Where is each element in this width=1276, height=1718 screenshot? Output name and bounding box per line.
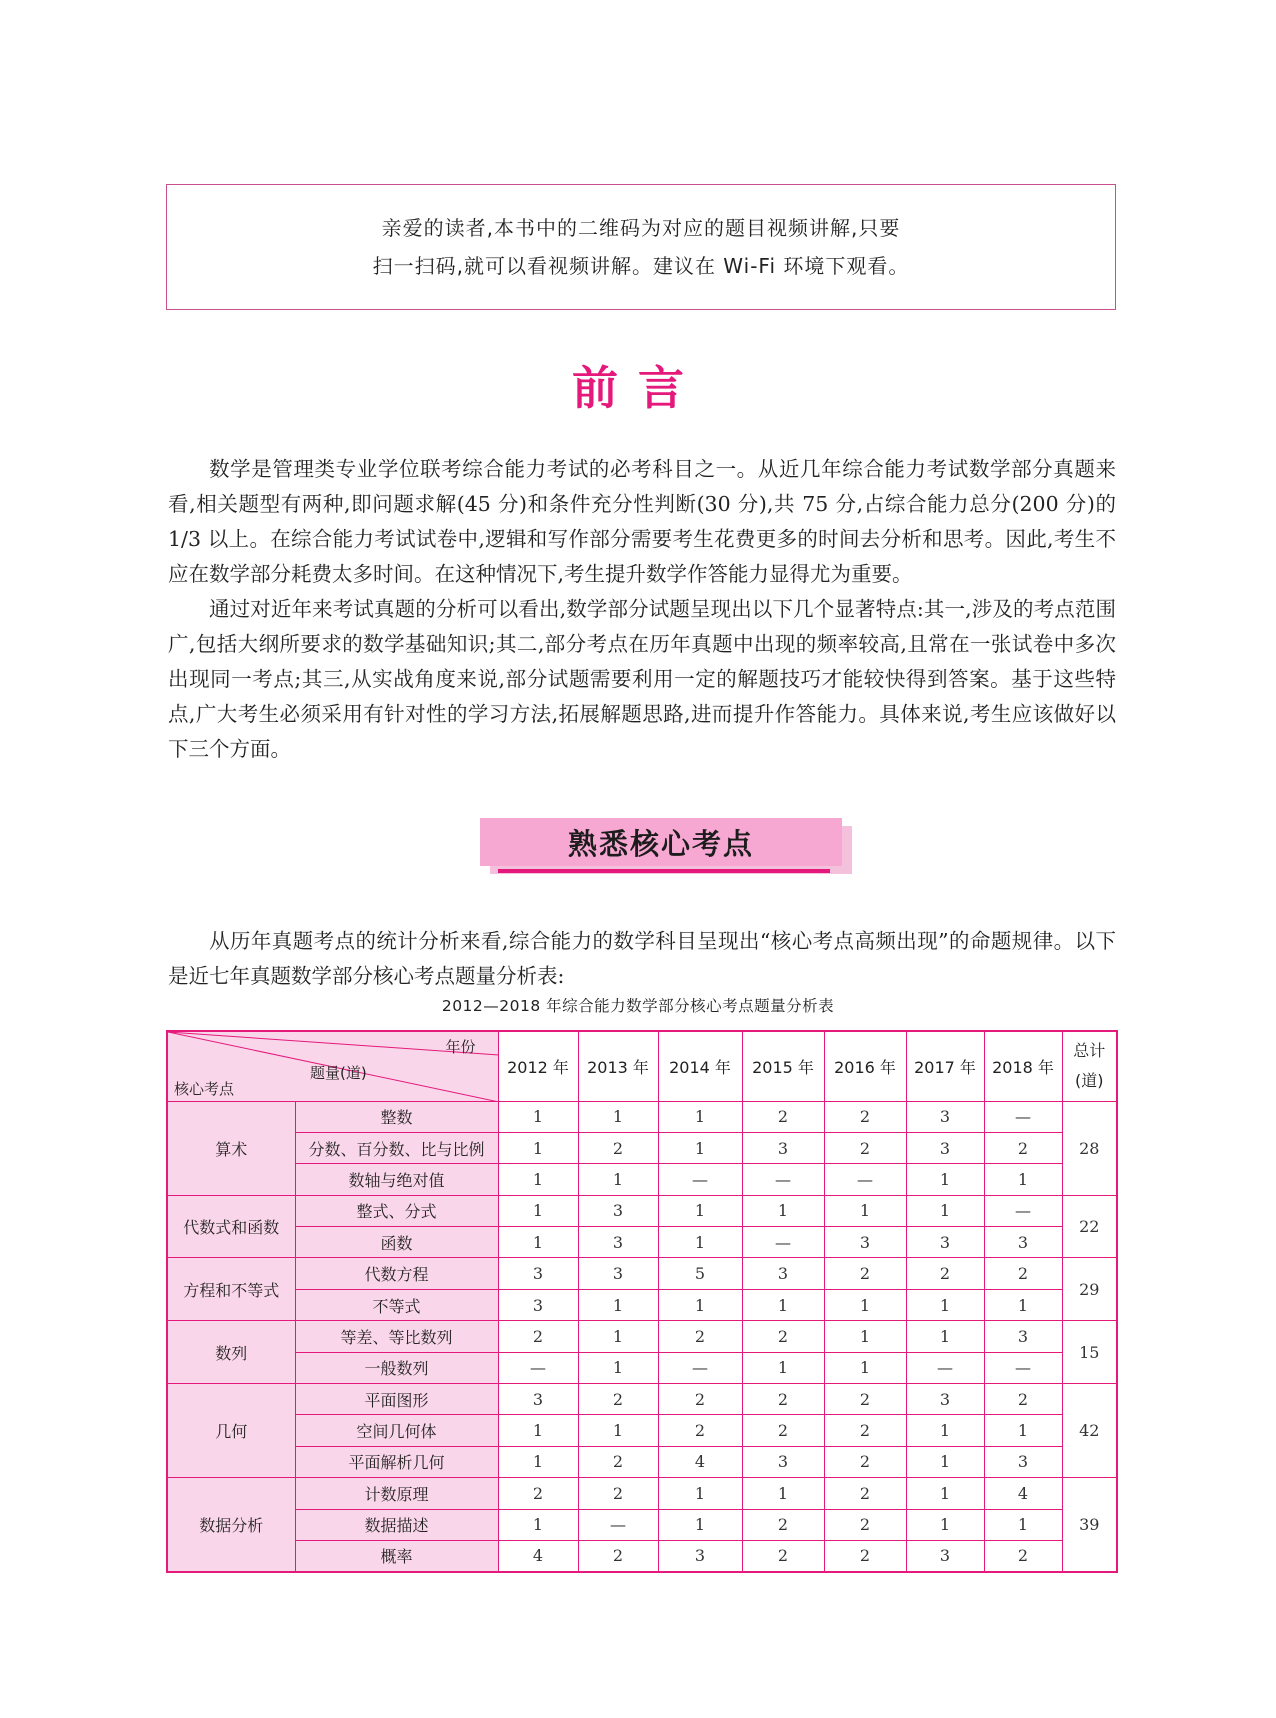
subtopic-cell: 整式、分式 xyxy=(295,1195,498,1226)
year-header: 2015 年 xyxy=(742,1031,824,1101)
table-corner-header xyxy=(167,1031,498,1101)
count-cell: 1 xyxy=(578,1415,658,1446)
count-cell: 1 xyxy=(658,1101,742,1132)
count-cell: 1 xyxy=(906,1195,984,1226)
count-cell: 1 xyxy=(498,1101,578,1132)
corner-topic-label: 核心考点 xyxy=(174,1080,235,1098)
count-cell: 1 xyxy=(906,1321,984,1352)
table-row xyxy=(167,1384,1117,1415)
count-cell: 3 xyxy=(742,1446,824,1477)
table-row xyxy=(167,1101,1117,1132)
corner-year-label: 年份 xyxy=(445,1038,476,1056)
count-cell: 1 xyxy=(658,1289,742,1320)
subtopic-cell: 不等式 xyxy=(295,1289,498,1320)
count-cell: 2 xyxy=(824,1446,906,1477)
count-cell: 2 xyxy=(578,1446,658,1477)
corner-quantity-label: 题量(道) xyxy=(310,1064,367,1082)
count-cell: 1 xyxy=(578,1101,658,1132)
subtopic-cell: 整数 xyxy=(295,1101,498,1132)
count-cell: 2 xyxy=(742,1509,824,1540)
group-total-cell: 22 xyxy=(1062,1195,1117,1258)
subtopic-cell: 等差、等比数列 xyxy=(295,1321,498,1352)
group-total-cell: 42 xyxy=(1062,1384,1117,1478)
count-cell: 1 xyxy=(906,1415,984,1446)
count-cell: 2 xyxy=(824,1384,906,1415)
group-total-cell: 39 xyxy=(1062,1478,1117,1572)
year-header: 2018 年 xyxy=(984,1031,1062,1101)
count-cell: 2 xyxy=(824,1415,906,1446)
count-cell: 3 xyxy=(984,1321,1062,1352)
count-cell: 1 xyxy=(906,1478,984,1509)
count-cell: 3 xyxy=(498,1289,578,1320)
count-cell: 1 xyxy=(906,1509,984,1540)
count-cell: 2 xyxy=(824,1478,906,1509)
count-cell: 1 xyxy=(906,1164,984,1195)
count-cell: 1 xyxy=(984,1509,1062,1540)
count-cell: 3 xyxy=(498,1384,578,1415)
count-cell: 3 xyxy=(742,1132,824,1163)
subtopic-cell: 平面解析几何 xyxy=(295,1446,498,1477)
count-cell: 3 xyxy=(984,1446,1062,1477)
topic-group-cell: 数据分析 xyxy=(167,1478,295,1572)
count-cell: 1 xyxy=(824,1321,906,1352)
count-cell: 1 xyxy=(984,1415,1062,1446)
table-row xyxy=(167,1352,1117,1383)
count-cell: 2 xyxy=(578,1132,658,1163)
table-body xyxy=(167,1101,1117,1572)
count-cell: 3 xyxy=(578,1195,658,1226)
count-cell: 2 xyxy=(906,1258,984,1289)
count-cell: 4 xyxy=(498,1540,578,1571)
subtopic-cell: 数轴与绝对值 xyxy=(295,1164,498,1195)
topic-count-table xyxy=(166,1030,1118,1573)
total-header xyxy=(1062,1031,1117,1101)
group-total-cell: 15 xyxy=(1062,1321,1117,1384)
count-cell: — xyxy=(984,1195,1062,1226)
table-row xyxy=(167,1540,1117,1571)
table-header-row xyxy=(167,1031,1117,1101)
count-cell: 2 xyxy=(742,1101,824,1132)
table-row xyxy=(167,1446,1117,1477)
count-cell: 1 xyxy=(824,1352,906,1383)
total-header-line-2: (道) xyxy=(1075,1071,1104,1091)
count-cell: 2 xyxy=(984,1132,1062,1163)
subtopic-cell: 空间几何体 xyxy=(295,1415,498,1446)
count-cell: — xyxy=(658,1352,742,1383)
count-cell: — xyxy=(906,1352,984,1383)
table-row xyxy=(167,1509,1117,1540)
count-cell: 2 xyxy=(984,1258,1062,1289)
topic-group-cell: 代数式和函数 xyxy=(167,1195,295,1258)
count-cell: 2 xyxy=(578,1384,658,1415)
count-cell: 1 xyxy=(498,1227,578,1258)
count-cell: 1 xyxy=(498,1132,578,1163)
subtopic-cell: 平面图形 xyxy=(295,1384,498,1415)
count-cell: 1 xyxy=(658,1132,742,1163)
count-cell: 1 xyxy=(498,1164,578,1195)
count-cell: 2 xyxy=(498,1478,578,1509)
count-cell: 2 xyxy=(578,1540,658,1571)
topic-group-cell: 方程和不等式 xyxy=(167,1258,295,1321)
count-cell: — xyxy=(984,1101,1062,1132)
table-row xyxy=(167,1478,1117,1509)
year-header: 2012 年 xyxy=(498,1031,578,1101)
count-cell: 1 xyxy=(742,1289,824,1320)
subtopic-cell: 代数方程 xyxy=(295,1258,498,1289)
count-cell: — xyxy=(984,1352,1062,1383)
count-cell: 1 xyxy=(658,1227,742,1258)
year-header: 2016 年 xyxy=(824,1031,906,1101)
intro-paragraph-1: 数学是管理类专业学位联考综合能力考试的必考科目之一。从近几年综合能力考试数学部分真题来看,相关题型有两种,即问题求解(45 分)和条件充分性判断(30 分),共 75 分,占综合能力总分(200 分)的 1/3 以上。在综合能力考试试卷中,逻辑和写作部分需要考生花费更多的时间去分析和思考。因此,考生不应在数学部分耗费太多时间。在这种情况下,考生提升数学作答能力显得尤为重要。 xyxy=(168,457,1116,586)
count-cell: 1 xyxy=(578,1164,658,1195)
count-cell: 2 xyxy=(824,1101,906,1132)
count-cell: — xyxy=(742,1164,824,1195)
count-cell: 1 xyxy=(906,1446,984,1477)
intro-paragraph-2: 通过对近年来考试真题的分析可以看出,数学部分试题呈现出以下几个显著特点:其一,涉及的考点范围广,包括大纲所要求的数学基础知识;其二,部分考点在历年真题中出现的频率较高,且常在一张试卷中多次出现同一考点;其三,从实战角度来说,部分试题需要利用一定的解题技巧才能较快得到答案。基于这些特点,广大考生必须采用有针对性的学习方法,拓展解题思路,进而提升作答能力。具体来说,考生应该做好以下三个方面。 xyxy=(168,597,1116,761)
table-row xyxy=(167,1132,1117,1163)
count-cell: 1 xyxy=(984,1164,1062,1195)
count-cell: 2 xyxy=(984,1540,1062,1571)
count-cell: 2 xyxy=(658,1415,742,1446)
count-cell: 5 xyxy=(658,1258,742,1289)
section-underline xyxy=(498,869,830,873)
count-cell: 2 xyxy=(498,1321,578,1352)
table-row xyxy=(167,1289,1117,1320)
section-banner xyxy=(480,818,852,874)
count-cell: 2 xyxy=(742,1321,824,1352)
topic-group-cell: 算术 xyxy=(167,1101,295,1195)
qr-notice-box xyxy=(166,184,1116,310)
table-row xyxy=(167,1321,1117,1352)
section-paragraph: 从历年真题考点的统计分析来看,综合能力的数学科目呈现出“核心考点高频出现”的命题规律。以下是近七年真题数学部分核心考点题量分析表: xyxy=(168,929,1116,988)
intro-text xyxy=(168,452,1116,767)
count-cell: 2 xyxy=(824,1132,906,1163)
count-cell: 1 xyxy=(984,1289,1062,1320)
count-cell: 1 xyxy=(498,1195,578,1226)
count-cell: 1 xyxy=(498,1509,578,1540)
count-cell: 3 xyxy=(578,1227,658,1258)
count-cell: — xyxy=(658,1164,742,1195)
count-cell: 1 xyxy=(824,1195,906,1226)
count-cell: 2 xyxy=(658,1384,742,1415)
subtopic-cell: 一般数列 xyxy=(295,1352,498,1383)
subtopic-cell: 分数、百分数、比与比例 xyxy=(295,1132,498,1163)
count-cell: 3 xyxy=(906,1101,984,1132)
count-cell: — xyxy=(742,1227,824,1258)
count-cell: 3 xyxy=(742,1258,824,1289)
year-header: 2014 年 xyxy=(658,1031,742,1101)
count-cell: 3 xyxy=(984,1227,1062,1258)
count-cell: 1 xyxy=(498,1446,578,1477)
count-cell: 3 xyxy=(578,1258,658,1289)
notice-line-1: 亲爱的读者,本书中的二维码为对应的题目视频讲解,只要 xyxy=(381,216,901,240)
notice-line-2: 扫一扫码,就可以看视频讲解。建议在 Wi-Fi 环境下观看。 xyxy=(372,254,910,278)
table-row xyxy=(167,1415,1117,1446)
section-text xyxy=(168,924,1116,994)
table-title: 2012—2018 年综合能力数学部分核心考点题量分析表 xyxy=(441,997,835,1015)
subtopic-cell: 函数 xyxy=(295,1227,498,1258)
count-cell: 4 xyxy=(658,1446,742,1477)
group-total-cell: 28 xyxy=(1062,1101,1117,1195)
count-cell: 2 xyxy=(578,1478,658,1509)
count-cell: 2 xyxy=(824,1540,906,1571)
page-title: 前言 xyxy=(572,361,704,415)
count-cell: 1 xyxy=(578,1289,658,1320)
count-cell: 2 xyxy=(824,1509,906,1540)
year-header: 2017 年 xyxy=(906,1031,984,1101)
topic-group-cell: 数列 xyxy=(167,1321,295,1384)
count-cell: 3 xyxy=(906,1132,984,1163)
count-cell: 1 xyxy=(498,1415,578,1446)
count-cell: 2 xyxy=(742,1540,824,1571)
count-cell: 3 xyxy=(498,1258,578,1289)
table-row xyxy=(167,1258,1117,1289)
table-row xyxy=(167,1195,1117,1226)
count-cell: 1 xyxy=(578,1352,658,1383)
group-total-cell: 29 xyxy=(1062,1258,1117,1321)
count-cell: — xyxy=(578,1509,658,1540)
count-cell: 1 xyxy=(906,1289,984,1320)
count-cell: 2 xyxy=(742,1415,824,1446)
topic-group-cell: 几何 xyxy=(167,1384,295,1478)
count-cell: 1 xyxy=(658,1478,742,1509)
count-cell: 3 xyxy=(906,1384,984,1415)
count-cell: 2 xyxy=(742,1384,824,1415)
count-cell: 3 xyxy=(824,1227,906,1258)
count-cell: 3 xyxy=(906,1227,984,1258)
count-cell: 3 xyxy=(906,1540,984,1571)
count-cell: 2 xyxy=(658,1321,742,1352)
subtopic-cell: 计数原理 xyxy=(295,1478,498,1509)
subtopic-cell: 概率 xyxy=(295,1540,498,1571)
count-cell: — xyxy=(498,1352,578,1383)
count-cell: 1 xyxy=(742,1352,824,1383)
count-cell: 2 xyxy=(984,1384,1062,1415)
count-cell: 1 xyxy=(742,1195,824,1226)
year-header: 2013 年 xyxy=(578,1031,658,1101)
table-row xyxy=(167,1164,1117,1195)
total-header-line-1: 总计 xyxy=(1073,1041,1106,1061)
count-cell: 1 xyxy=(824,1289,906,1320)
count-cell: 1 xyxy=(742,1478,824,1509)
count-cell: 1 xyxy=(578,1321,658,1352)
section-heading: 熟悉核心考点 xyxy=(480,818,842,866)
count-cell: 3 xyxy=(658,1540,742,1571)
count-cell: 2 xyxy=(824,1258,906,1289)
table-row xyxy=(167,1227,1117,1258)
count-cell: — xyxy=(824,1164,906,1195)
subtopic-cell: 数据描述 xyxy=(295,1509,498,1540)
count-cell: 4 xyxy=(984,1478,1062,1509)
count-cell: 1 xyxy=(658,1509,742,1540)
count-cell: 1 xyxy=(658,1195,742,1226)
